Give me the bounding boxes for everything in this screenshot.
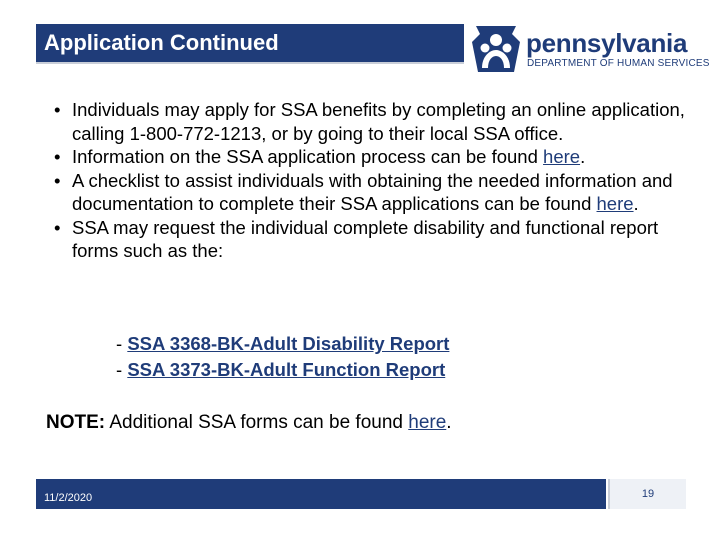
bullet-text: SSA may request the individual complete disability and functional report forms such as the:	[72, 216, 659, 261]
disability-report-link[interactable]: SSA 3368-BK-Adult Disability Report	[127, 333, 450, 354]
logo-name: pennsylvania	[526, 28, 688, 58]
bullet-text: Information on the SSA application process can be found	[72, 146, 544, 167]
bullet-text: A checklist to assist individuals with obtaining the needed information and documentation to complete their SSA applications can be found	[72, 169, 673, 214]
bullet-dot: •	[54, 146, 61, 167]
note-text: Additional SSA forms can be found	[105, 412, 409, 433]
bullet-text-end: .	[580, 146, 586, 167]
bullet-dot: •	[54, 216, 61, 238]
function-report-link[interactable]: SSA 3373-BK-Adult Function Report	[127, 359, 446, 380]
ssa-process-link[interactable]: here	[543, 146, 581, 167]
note-line	[46, 411, 452, 435]
sub-item	[116, 358, 445, 382]
keystone-family-icon	[470, 24, 522, 74]
note-end: .	[446, 412, 452, 433]
note-label: NOTE:	[46, 412, 106, 433]
page-number: 19	[608, 479, 686, 509]
bullet-list	[46, 98, 686, 263]
sub-item	[116, 332, 449, 356]
bullet-item	[46, 145, 686, 169]
footer-bar	[36, 479, 606, 509]
bullet-text-end: .	[633, 193, 639, 214]
additional-forms-link[interactable]: here	[408, 412, 447, 433]
checklist-link[interactable]: here	[596, 193, 634, 214]
bullet-item	[46, 169, 686, 216]
sub-item-prefix: -	[116, 333, 128, 354]
sub-item-prefix: -	[116, 359, 128, 380]
logo-department: DEPARTMENT OF HUMAN SERVICES	[527, 58, 710, 69]
slide-title: Application Continued	[36, 24, 464, 62]
bullet-dot: •	[54, 99, 61, 120]
pa-dhs-logo	[470, 24, 710, 74]
bullet-item	[46, 98, 686, 145]
footer-date: 11/2/2020	[44, 492, 93, 504]
bullet-text: Individuals may apply for SSA benefits by completing an online application, calling 1-800-772-1213, or by going to their local SSA office.	[72, 99, 685, 144]
bullet-dot: •	[54, 169, 61, 191]
title-divider	[36, 62, 464, 64]
bullet-item	[46, 216, 686, 263]
